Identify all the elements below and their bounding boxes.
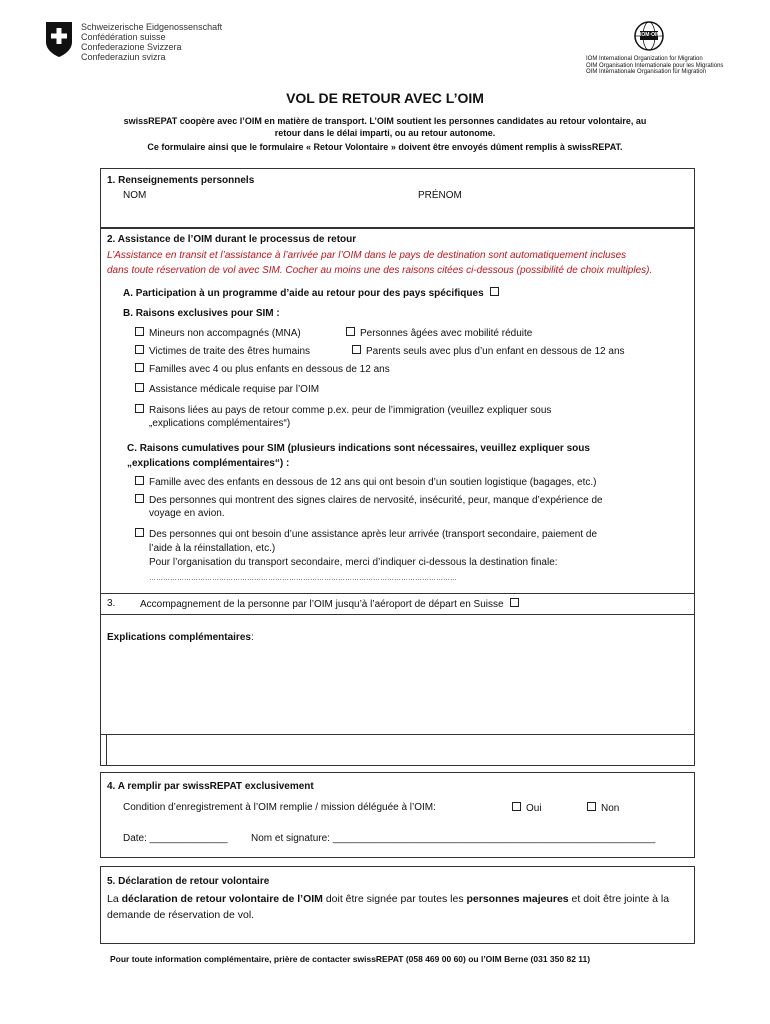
section-2-note: dans toute réservation de vol avec SIM. Cocher au moins une des raisons citées ci-dessous (possibilité de choix multiples). bbox=[107, 265, 653, 276]
explications-divider bbox=[106, 734, 107, 766]
b-pays-checkbox[interactable] bbox=[135, 404, 144, 413]
oui-row bbox=[512, 802, 542, 814]
iom-name-line: IOM International Organization for Migration bbox=[586, 56, 703, 62]
declaration-text-part: et doit être jointe à la bbox=[568, 893, 670, 905]
intro-text: retour dans le délai imparti, ou au retour autonome. bbox=[274, 128, 496, 138]
declaration-text bbox=[107, 893, 669, 905]
b-pays-label: Raisons liées au pays de retour comme p.ex. peur de l’immigration (veuillez expliquer sous bbox=[149, 405, 552, 416]
b-parents-label: Parents seuls avec plus d’un enfant en dessous de 12 ans bbox=[366, 346, 625, 357]
iom-name-line: OIM Organisation Internationale pour les Migrations bbox=[586, 62, 724, 69]
intro-text: Ce formulaire ainsi que le formulaire « Retour Volontaire » doivent être envoyés dûment remplis à swissREPAT. bbox=[147, 142, 623, 152]
footer-contact: Pour toute information complémentaire, prière de contacter swissREPAT (058 469 00 60) ou l’OIM Berne (031 350 82 11) bbox=[110, 954, 591, 964]
c-signes-row bbox=[135, 494, 603, 506]
confederation-names bbox=[81, 22, 222, 62]
c-besoin-label: Des personnes qui ont besoin d’une assistance après leur arrivée (transport secondaire, paiement de bbox=[149, 529, 598, 540]
c-destination-label: Pour l’organisation du transport secondaire, merci d’indiquer ci-dessous la destination finale: bbox=[149, 557, 558, 568]
intro-text: swissREPAT coopère avec l’OIM en matière de transport. L’OIM soutient les personnes candidates au retour volontaire, au bbox=[123, 116, 647, 126]
declaration-text-part: La bbox=[107, 893, 122, 905]
swiss-federal-logo bbox=[44, 20, 74, 58]
c-besoin-row bbox=[135, 528, 597, 540]
b-parents-row bbox=[352, 345, 625, 357]
section-3-row bbox=[140, 598, 524, 610]
c-signes-label: Des personnes qui montrent des signes claires de nervosité, insécurité, peur, manque d’expérience de bbox=[149, 495, 603, 506]
b-familles-label: Familles avec 4 ou plus enfants en dessous de 12 ans bbox=[149, 364, 390, 375]
b-traite-checkbox[interactable] bbox=[135, 345, 144, 354]
c-signes-label-cont: voyage en avion. bbox=[149, 508, 225, 519]
oui-label: Oui bbox=[526, 803, 542, 814]
section-4-title: 4. A remplir par swissREPAT exclusivement bbox=[107, 781, 314, 792]
c-signes-checkbox[interactable] bbox=[135, 494, 144, 503]
iom-name-line: OIM Internationale Organisation für Migration bbox=[586, 69, 707, 75]
option-c-label-cont: „explications complémentaires“) : bbox=[127, 458, 290, 469]
option-a-checkbox[interactable] bbox=[490, 287, 499, 296]
c-famille-checkbox[interactable] bbox=[135, 476, 144, 485]
section-2-note: L’Assistance en transit et l’assistance à l’arrivée par l’OIM dans le pays de destination sont automatiquement incluses bbox=[107, 250, 627, 261]
iom-names bbox=[586, 56, 723, 76]
non-row bbox=[587, 802, 619, 814]
date-field[interactable]: Date: ______________ bbox=[123, 833, 228, 844]
explications-divider bbox=[100, 734, 695, 735]
section-3-label: Accompagnement de la personne par l’OIM jusqu’à l’aéroport de départ en Suisse bbox=[140, 599, 504, 610]
section-1-title: 1. Renseignements personnels bbox=[107, 175, 255, 186]
section-5-title: 5. Déclaration de retour volontaire bbox=[107, 876, 270, 887]
b-traite-label: Victimes de traite des êtres humains bbox=[149, 346, 311, 357]
declaration-text-part: doit être signée par toutes les bbox=[322, 893, 467, 905]
declaration-text-bold: déclaration de retour volontaire de l’OIM bbox=[121, 893, 323, 905]
option-a-label: A. Participation à un programme d’aide au retour pour des pays spécifiques bbox=[123, 288, 484, 299]
c-besoin-checkbox[interactable] bbox=[135, 528, 144, 537]
confederation-line: Schweizerische Eidgenossenschaft bbox=[81, 22, 223, 32]
page-title: VOL DE RETOUR AVEC L’OIM bbox=[286, 90, 484, 106]
swiss-shield-icon bbox=[44, 20, 74, 58]
b-pays-row bbox=[135, 404, 551, 416]
b-medicale-label: Assistance médicale requise par l’OIM bbox=[149, 384, 320, 395]
option-a-row bbox=[123, 287, 504, 299]
explications-row bbox=[107, 632, 254, 643]
nom-label: NOM bbox=[123, 190, 147, 201]
b-agees-label: Personnes âgées avec mobilité réduite bbox=[360, 328, 533, 339]
section-3-number: 3. bbox=[107, 598, 116, 609]
confederation-line: Confederazione Svizzera bbox=[81, 42, 182, 52]
option-b-label: B. Raisons exclusives pour SIM : bbox=[123, 308, 280, 319]
oui-checkbox[interactable] bbox=[512, 802, 521, 811]
b-pays-label-cont: „explications complémentaires“) bbox=[149, 418, 291, 429]
option-c-label: C. Raisons cumulatives pour SIM (plusieurs indications sont nécessaires, veuillez expliquer sous bbox=[127, 443, 590, 454]
iom-logo bbox=[632, 20, 666, 52]
prenom-label: PRÉNOM bbox=[418, 190, 462, 201]
b-familles-checkbox[interactable] bbox=[135, 363, 144, 372]
b-traite-row bbox=[135, 345, 310, 357]
explications-colon: : bbox=[250, 632, 254, 643]
b-medicale-row bbox=[135, 383, 319, 395]
declaration-text-bold: personnes majeures bbox=[466, 893, 569, 905]
b-mna-checkbox[interactable] bbox=[135, 327, 144, 336]
confederation-line: Confédération suisse bbox=[81, 32, 166, 42]
condition-label: Condition d’enregistrement à l’OIM remplie / mission déléguée à l’OIM: bbox=[123, 802, 436, 813]
c-besoin-label-cont: l’aide à la réinstallation, etc.) bbox=[149, 543, 276, 554]
explications-label: Explications complémentaires bbox=[107, 632, 251, 643]
section-2-title: 2. Assistance de l’OIM durant le processus de retour bbox=[107, 234, 357, 245]
b-mna-label: Mineurs non accompagnés (MNA) bbox=[149, 328, 301, 339]
iom-logo-text: IOM·OIM bbox=[640, 32, 661, 38]
b-medicale-checkbox[interactable] bbox=[135, 383, 144, 392]
confederation-line: Confederaziun svizra bbox=[81, 52, 166, 62]
non-checkbox[interactable] bbox=[587, 802, 596, 811]
c-famille-label: Famille avec des enfants en dessous de 12 ans qui ont besoin d’un soutien logistique (bagages, etc.) bbox=[149, 477, 597, 488]
destination-dotted-field[interactable]: …………………………………………………………………………………………………………………… bbox=[149, 575, 457, 582]
signature-field[interactable]: Nom et signature: __________________________________________________________ bbox=[251, 833, 656, 844]
b-parents-checkbox[interactable] bbox=[352, 345, 361, 354]
declaration-text-cont: demande de réservation de vol. bbox=[107, 909, 255, 921]
non-label: Non bbox=[601, 803, 620, 814]
b-familles-row bbox=[135, 363, 390, 375]
section-3-checkbox[interactable] bbox=[510, 598, 519, 607]
c-famille-row bbox=[135, 476, 597, 488]
b-agees-row bbox=[346, 327, 532, 339]
b-mna-row bbox=[135, 327, 301, 339]
b-agees-checkbox[interactable] bbox=[346, 327, 355, 336]
